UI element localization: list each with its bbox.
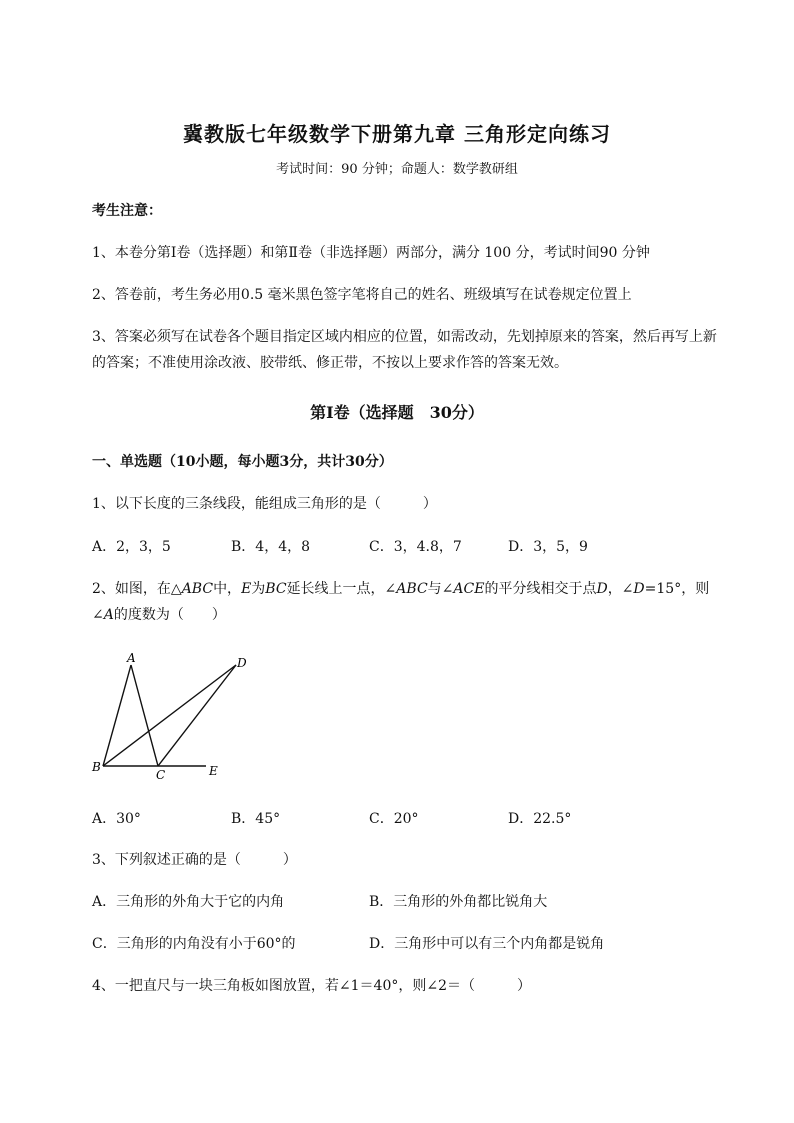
- q1-option-a: A．2，3，5: [92, 539, 171, 555]
- document-title: 冀教版七年级数学下册第九章 三角形定向练习: [183, 122, 611, 146]
- q2-option-a: A．30°: [92, 811, 141, 827]
- notice-item-2: 2、答卷前，考生务必用0.5 毫米黑色签字笔将自己的姓名、班级填写在试卷规定位置上: [92, 287, 632, 303]
- q3-option-d: D．三角形中可以有三个内角都是锐角: [369, 936, 605, 952]
- question-2-stem: 2、如图，在△ABC中，E为BC延长线上一点，∠ABC与∠ACE的平分线相交于点D，∠D=15°，则: [92, 581, 710, 597]
- notice-item-3-continued: 的答案；不准使用涂改液、胶带纸、修正带，不按以上要求作答的答案无效。: [92, 355, 568, 371]
- segment-ac: [131, 665, 158, 766]
- label-e: E: [209, 764, 218, 778]
- document-subtitle: 考试时间：90 分钟；命题人：数学教研组: [276, 162, 518, 177]
- section-title: 第Ⅰ卷（选择题 30分）: [310, 403, 484, 422]
- notice-item-3: 3、答案必须写在试卷各个题目指定区域内相应的位置，如需改动，先划掉原来的答案，然后再写上新: [92, 329, 717, 345]
- label-a: A: [127, 651, 136, 665]
- q1-option-b: B．4，4，8: [231, 539, 311, 555]
- notice-heading: 考生注意：: [92, 203, 162, 219]
- q3-option-a: A．三角形的外角大于它的内角: [92, 894, 285, 910]
- q2-option-d: D．22.5°: [508, 811, 572, 827]
- question-4-stem: 4、一把直尺与一块三角板如图放置，若∠1＝40°，则∠2＝（ ）: [92, 978, 531, 994]
- label-b: B: [92, 760, 101, 774]
- question-1-stem: 1、以下长度的三条线段，能组成三角形的是（ ）: [92, 496, 437, 512]
- triangle-figure: [86, 645, 256, 785]
- part-heading: 一、单选题（10小题，每小题3分，共计30分）: [92, 454, 393, 470]
- question-3-stem: 3、下列叙述正确的是（ ）: [92, 852, 297, 868]
- q2-option-c: C．20°: [369, 811, 419, 827]
- question-2-stem-line-2: ∠A的度数为（ ）: [92, 607, 226, 623]
- q3-option-c: C．三角形的内角没有小于60°的: [92, 936, 296, 952]
- q1-option-c: C．3，4.8，7: [369, 539, 462, 555]
- segment-ba: [103, 665, 131, 766]
- label-d: D: [237, 656, 247, 670]
- q2-option-b: B．45°: [231, 811, 281, 827]
- q1-option-d: D．3，5，9: [508, 539, 588, 555]
- notice-item-1: 1、本卷分第Ⅰ卷（选择题）和第Ⅱ卷（非选择题）两部分，满分 100 分，考试时间90 分钟: [92, 245, 650, 261]
- q3-option-b: B．三角形的外角都比锐角大: [369, 894, 548, 910]
- label-c: C: [156, 768, 166, 782]
